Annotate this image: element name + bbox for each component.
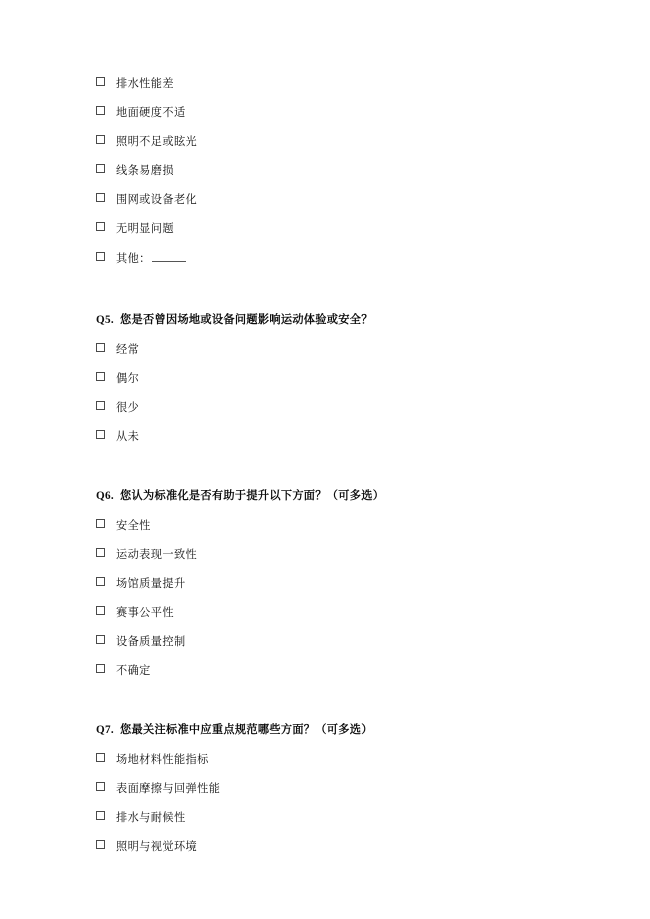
list-item[interactable] <box>96 107 558 120</box>
question-q7 <box>96 721 558 854</box>
checkbox-icon[interactable] <box>96 343 105 352</box>
checkbox-icon[interactable] <box>96 252 105 261</box>
list-item[interactable] <box>96 665 558 678</box>
list-item[interactable] <box>96 136 558 149</box>
option-label: 其他： <box>116 252 151 265</box>
list-item[interactable] <box>96 344 558 357</box>
option-label: 无明显问题 <box>116 222 174 235</box>
checkbox-icon[interactable] <box>96 753 105 762</box>
question-number: Q5. <box>96 314 114 327</box>
question-text: 您是否曾因场地或设备问题影响运动体验或安全？ <box>120 314 373 327</box>
list-item[interactable] <box>96 549 558 562</box>
option-label: 场地材料性能指标 <box>116 754 209 767</box>
option-label: 从未 <box>116 430 140 443</box>
question-q6 <box>96 487 558 678</box>
option-label: 偶尔 <box>116 373 140 385</box>
list-item[interactable] <box>96 754 558 767</box>
checkbox-icon[interactable] <box>96 811 105 820</box>
checkbox-icon[interactable] <box>96 193 105 202</box>
option-label: 安全性 <box>116 520 151 533</box>
checkbox-icon[interactable] <box>96 548 105 557</box>
list-item[interactable] <box>96 373 558 386</box>
page-title <box>96 311 558 327</box>
option-label: 照明不足或眩光 <box>116 135 198 148</box>
option-label: 设备质量控制 <box>116 636 186 649</box>
question-q7-options <box>96 754 558 854</box>
question-q5 <box>96 311 558 444</box>
continued-options-list <box>96 78 558 266</box>
list-item-other[interactable] <box>96 252 558 266</box>
list-item[interactable] <box>96 520 558 533</box>
list-item[interactable] <box>96 194 558 207</box>
question-text: 您最关注标准中应重点规范哪些方面？（可多选） <box>120 724 373 737</box>
option-label: 线条易磨损 <box>116 164 174 177</box>
question-q5-options <box>96 344 558 444</box>
list-item[interactable] <box>96 578 558 591</box>
checkbox-icon[interactable] <box>96 106 105 115</box>
option-label: 表面摩擦与回弹性能 <box>116 783 221 796</box>
option-label: 运动表现一致性 <box>116 549 198 562</box>
fill-in-blank-input[interactable] <box>152 252 186 262</box>
page-title <box>96 721 558 737</box>
option-label: 排水性能差 <box>116 78 174 90</box>
checkbox-icon[interactable] <box>96 782 105 791</box>
list-item[interactable] <box>96 607 558 620</box>
checkbox-icon[interactable] <box>96 519 105 528</box>
list-item[interactable] <box>96 165 558 178</box>
checkbox-icon[interactable] <box>96 135 105 144</box>
question-text: 您认为标准化是否有助于提升以下方面？（可多选） <box>120 490 385 503</box>
checkbox-icon[interactable] <box>96 401 105 410</box>
option-label: 照明与视觉环境 <box>116 841 198 854</box>
list-item[interactable] <box>96 402 558 415</box>
option-label: 很少 <box>116 401 140 414</box>
option-label: 围网或设备老化 <box>116 193 198 206</box>
page-title <box>96 487 558 503</box>
list-item[interactable] <box>96 841 558 854</box>
checkbox-icon[interactable] <box>96 222 105 231</box>
checkbox-icon[interactable] <box>96 635 105 644</box>
checkbox-icon[interactable] <box>96 77 105 86</box>
checkbox-icon[interactable] <box>96 606 105 615</box>
list-item[interactable] <box>96 78 558 91</box>
list-item[interactable] <box>96 223 558 236</box>
checkbox-icon[interactable] <box>96 164 105 173</box>
option-label: 经常 <box>116 344 140 357</box>
option-label: 赛事公平性 <box>116 607 174 620</box>
option-label: 地面硬度不适 <box>116 106 186 119</box>
checkbox-icon[interactable] <box>96 577 105 586</box>
list-item[interactable] <box>96 636 558 649</box>
checkbox-icon[interactable] <box>96 664 105 673</box>
list-item[interactable] <box>96 431 558 444</box>
question-number: Q6. <box>96 490 114 503</box>
option-label: 排水与耐候性 <box>116 812 186 825</box>
option-label: 不确定 <box>116 665 151 677</box>
question-q6-options <box>96 520 558 678</box>
list-item[interactable] <box>96 812 558 825</box>
checkbox-icon[interactable] <box>96 430 105 439</box>
option-label: 场馆质量提升 <box>116 578 186 591</box>
checkbox-icon[interactable] <box>96 840 105 849</box>
list-item[interactable] <box>96 783 558 796</box>
question-number: Q7. <box>96 724 114 737</box>
checkbox-icon[interactable] <box>96 372 105 381</box>
